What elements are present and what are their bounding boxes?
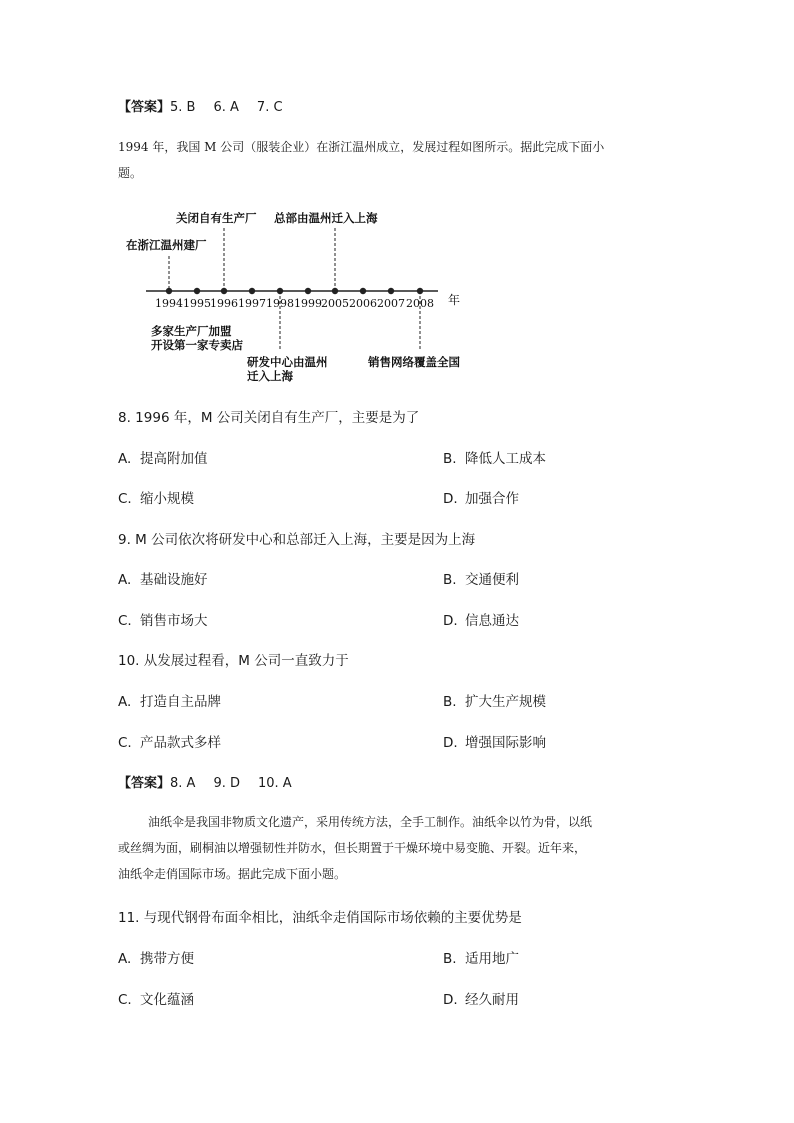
option-letter: B. (443, 694, 457, 710)
year-label: 2005 (321, 297, 349, 310)
option-text: 文化蕴涵 (140, 992, 194, 1008)
option-text: 信息通达 (465, 613, 519, 629)
option-text: 经久耐用 (465, 992, 519, 1008)
event-1996: 关闭自有生产厂 (176, 211, 257, 225)
option-letter: C. (118, 613, 132, 629)
point-2006 (360, 288, 366, 294)
point-2005 (332, 288, 338, 294)
question-9-stem: 9. M 公司依次将研发中心和总部迁入上海，主要是因为上海 (118, 532, 476, 548)
option-text: 缩小规模 (140, 491, 194, 507)
question-11-option-c[interactable] (118, 988, 194, 1008)
option-letter: C. (118, 735, 132, 751)
year-unit-label: 年 (448, 293, 461, 307)
question-9-option-a[interactable] (118, 568, 208, 588)
intro-line: 油纸伞走俏国际市场。据此完成下面小题。 (118, 867, 347, 881)
answer-item: 5. B (170, 100, 196, 115)
year-label: 1998 (266, 297, 294, 310)
option-letter: D. (443, 735, 458, 751)
answer-block-2 (118, 772, 310, 791)
year-label: 1996 (210, 297, 238, 310)
option-text: 适用地广 (465, 951, 519, 967)
option-letter: B. (443, 951, 457, 967)
question-9-option-b[interactable] (443, 568, 519, 588)
event-2005: 总部由温州迁入上海 (274, 211, 378, 225)
option-text: 携带方便 (140, 951, 194, 967)
option-letter: A. (118, 572, 132, 588)
event-1994: 在浙江温州建厂 (126, 238, 207, 252)
point-1997 (249, 288, 255, 294)
question-11-option-a[interactable] (118, 947, 194, 967)
event-1998: 研发中心由温州 (247, 355, 328, 369)
option-letter: D. (443, 491, 458, 507)
year-label: 2007 (377, 297, 405, 310)
event-2008: 销售网络覆盖全国 (368, 355, 460, 369)
year-label: 1997 (238, 297, 266, 310)
point-2008 (417, 288, 423, 294)
event-1994-below: 多家生产厂加盟 (151, 324, 232, 338)
answer-tag: 【答案】 (118, 100, 171, 115)
option-text: 销售市场大 (140, 613, 208, 629)
option-text: 增强国际影响 (465, 735, 546, 751)
point-2007 (388, 288, 394, 294)
question-10-stem: 10. 从发展过程看，M 公司一直致力于 (118, 653, 349, 669)
intro-line: 油纸伞是我国非物质文化遗产，采用传统方法，全手工制作。油纸伞以竹为骨，以纸 (148, 815, 593, 829)
option-text: 降低人工成本 (465, 451, 546, 467)
question-8-option-b[interactable] (443, 447, 546, 467)
intro-line: 题。 (118, 166, 143, 180)
option-letter: D. (443, 613, 458, 629)
option-text: 提高附加值 (140, 451, 208, 467)
answer-item: 8. A (170, 776, 196, 791)
question-11-option-b[interactable] (443, 947, 519, 967)
question-8-option-d[interactable] (443, 487, 519, 507)
option-text: 交通便利 (465, 572, 519, 588)
option-text: 加强合作 (465, 491, 519, 507)
point-1995 (194, 288, 200, 294)
point-1998 (277, 288, 283, 294)
point-1996 (221, 288, 227, 294)
point-1999 (305, 288, 311, 294)
question-10-option-a[interactable] (118, 690, 221, 710)
answer-block-1 (118, 96, 301, 115)
question-9-option-c[interactable] (118, 609, 208, 629)
year-label: 2008 (406, 297, 434, 310)
question-11-stem: 11. 与现代钢骨布面伞相比，油纸伞走俏国际市场依赖的主要优势是 (118, 910, 522, 926)
option-letter: B. (443, 572, 457, 588)
point-1994 (166, 288, 172, 294)
answer-item: 7. C (256, 100, 283, 115)
answer-item: 9. D (213, 776, 240, 791)
question-8-option-c[interactable] (118, 487, 194, 507)
intro-line: 或丝绸为面，刷桐油以增强韧性并防水，但长期置于干燥环境中易变脆、开裂。近年来， (118, 841, 587, 855)
year-label: 1994 (155, 297, 183, 310)
answer-item: 6. A (213, 100, 239, 115)
question-9-option-d[interactable] (443, 609, 519, 629)
option-letter: C. (118, 992, 132, 1008)
year-label: 1995 (183, 297, 211, 310)
option-letter: B. (443, 451, 457, 467)
option-letter: A. (118, 951, 132, 967)
event-1998: 迁入上海 (247, 369, 293, 383)
intro-passage-1 (118, 134, 688, 186)
answer-tag: 【答案】 (118, 776, 171, 791)
intro-line: 1994 年，我国 M 公司（服装企业）在浙江温州成立，发展过程如图所示。据此完成下面小 (118, 140, 605, 154)
option-letter: D. (443, 992, 458, 1008)
question-10-option-d[interactable] (443, 731, 546, 751)
option-text: 扩大生产规模 (465, 694, 546, 710)
option-text: 产品款式多样 (140, 735, 221, 751)
option-letter: C. (118, 491, 132, 507)
question-10-option-b[interactable] (443, 690, 546, 710)
option-letter: A. (118, 451, 132, 467)
answer-item: 10. A (258, 776, 292, 791)
timeline-diagram (118, 200, 478, 385)
question-8-stem: 8. 1996 年，M 公司关闭自有生产厂，主要是为了 (118, 410, 420, 426)
question-10-option-c[interactable] (118, 731, 221, 751)
option-text: 打造自主品牌 (140, 694, 221, 710)
option-text: 基础设施好 (140, 572, 208, 588)
question-11-option-d[interactable] (443, 988, 519, 1008)
question-8-option-a[interactable] (118, 447, 208, 467)
year-label: 1999 (294, 297, 322, 310)
option-letter: A. (118, 694, 132, 710)
event-1994-below: 开设第一家专卖店 (151, 338, 243, 352)
intro-passage-2 (118, 809, 688, 887)
year-label: 2006 (349, 297, 377, 310)
